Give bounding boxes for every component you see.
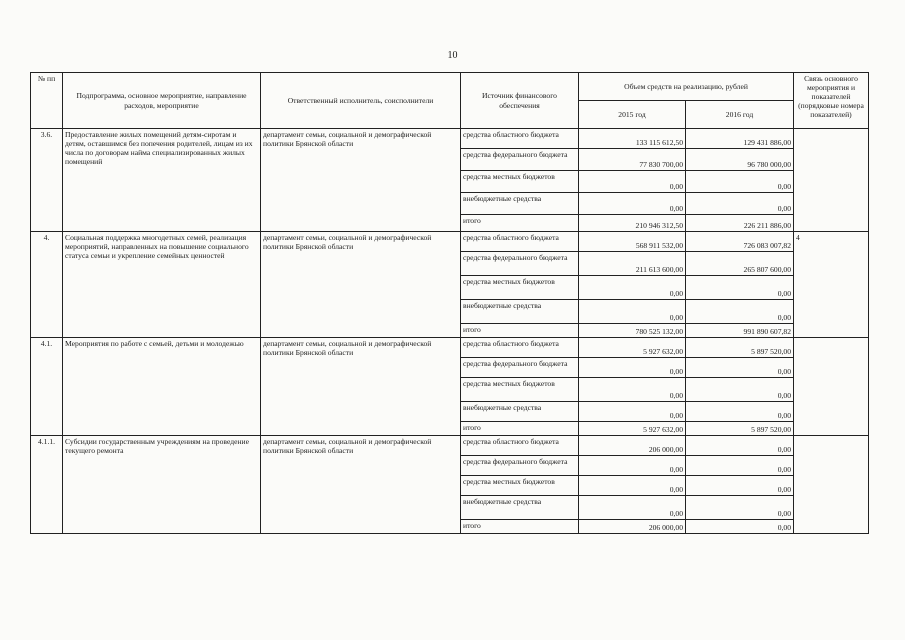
funding-source: средства местных бюджетов [461, 476, 579, 496]
table-row [31, 232, 869, 252]
financing-table [30, 72, 869, 534]
amount-2015: 211 613 600,00 [579, 252, 686, 276]
table-row [31, 129, 869, 149]
page-number: 10 [447, 50, 458, 61]
header-2015: 2015 год [579, 101, 686, 129]
funding-source: внебюджетные средства [461, 402, 579, 422]
amount-2016: 0,00 [686, 402, 794, 422]
amount-2016: 226 211 886,00 [686, 215, 794, 232]
amount-2016: 0,00 [686, 171, 794, 193]
amount-2016: 0,00 [686, 496, 794, 520]
program-name: Субсидии государственным учреждениям на проведение текущего ремонта [63, 436, 261, 534]
amount-2016: 0,00 [686, 358, 794, 378]
program-name: Социальная поддержка многодетных семей, реализация мероприятий, направленных на повышение социального статуса семьи и укрепление семейных ценностей [63, 232, 261, 338]
amount-2015: 77 830 700,00 [579, 149, 686, 171]
row-number: 4. [31, 232, 63, 338]
indicator-link [794, 129, 869, 232]
funding-source: внебюджетные средства [461, 496, 579, 520]
amount-2016: 129 431 886,00 [686, 129, 794, 149]
amount-2015: 0,00 [579, 496, 686, 520]
amount-2016: 0,00 [686, 520, 794, 534]
amount-2016: 96 780 000,00 [686, 149, 794, 171]
header-link: Связь основного мероприятия и показателей (порядковые номера показателей) [794, 73, 869, 129]
funding-source: средства областного бюджета [461, 436, 579, 456]
amount-2016: 0,00 [686, 193, 794, 215]
amount-2015: 0,00 [579, 456, 686, 476]
header-no: № пп [31, 73, 63, 129]
funding-source: внебюджетные средства [461, 300, 579, 324]
header-program: Подпрограмма, основное мероприятие, направление расходов, мероприятие [63, 73, 261, 129]
amount-2015: 5 927 632,00 [579, 422, 686, 436]
amount-2016: 726 083 007,82 [686, 232, 794, 252]
amount-2015: 0,00 [579, 300, 686, 324]
row-number: 4.1. [31, 338, 63, 436]
amount-2015: 210 946 312,50 [579, 215, 686, 232]
table-row [31, 436, 869, 456]
funding-source: средства федерального бюджета [461, 358, 579, 378]
amount-2015: 780 525 132,00 [579, 324, 686, 338]
amount-2016: 0,00 [686, 476, 794, 496]
total-label: итого [461, 520, 579, 534]
header-2016: 2016 год [686, 101, 794, 129]
header-volume: Объем средств на реализацию, рублей [579, 73, 794, 101]
row-number: 3.6. [31, 129, 63, 232]
amount-2016: 0,00 [686, 456, 794, 476]
table-row [31, 338, 869, 358]
amount-2015: 0,00 [579, 171, 686, 193]
funding-source: средства областного бюджета [461, 129, 579, 149]
amount-2015: 0,00 [579, 276, 686, 300]
total-label: итого [461, 215, 579, 232]
amount-2016: 0,00 [686, 378, 794, 402]
executor: департамент семьи, социальной и демографической политики Брянской области [261, 436, 461, 534]
funding-source: средства федерального бюджета [461, 149, 579, 171]
amount-2016: 0,00 [686, 276, 794, 300]
amount-2015: 5 927 632,00 [579, 338, 686, 358]
funding-source: средства местных бюджетов [461, 378, 579, 402]
funding-source: средства местных бюджетов [461, 171, 579, 193]
row-number: 4.1.1. [31, 436, 63, 534]
amount-2015: 0,00 [579, 358, 686, 378]
funding-source: средства федерального бюджета [461, 252, 579, 276]
total-label: итого [461, 422, 579, 436]
amount-2015: 0,00 [579, 193, 686, 215]
program-name: Мероприятия по работе с семьей, детьми и молодежью [63, 338, 261, 436]
indicator-link: 4 [794, 232, 869, 338]
funding-source: средства местных бюджетов [461, 276, 579, 300]
amount-2015: 568 911 532,00 [579, 232, 686, 252]
indicator-link [794, 338, 869, 436]
amount-2016: 265 807 600,00 [686, 252, 794, 276]
executor: департамент семьи, социальной и демографической политики Брянской области [261, 338, 461, 436]
amount-2016: 5 897 520,00 [686, 422, 794, 436]
amount-2015: 206 000,00 [579, 436, 686, 456]
program-name: Предоставление жилых помещений детям-сиротам и детям, оставшимся без попечения родителей, лицам из их числа по договорам найма специализированных жилых помещений [63, 129, 261, 232]
amount-2016: 5 897 520,00 [686, 338, 794, 358]
funding-source: внебюджетные средства [461, 193, 579, 215]
amount-2015: 206 000,00 [579, 520, 686, 534]
header-source: Источник финансового обеспечения [461, 73, 579, 129]
total-label: итого [461, 324, 579, 338]
executor: департамент семьи, социальной и демографической политики Брянской области [261, 129, 461, 232]
amount-2016: 0,00 [686, 300, 794, 324]
amount-2015: 133 115 612,50 [579, 129, 686, 149]
indicator-link [794, 436, 869, 534]
amount-2015: 0,00 [579, 402, 686, 422]
funding-source: средства областного бюджета [461, 338, 579, 358]
amount-2016: 0,00 [686, 436, 794, 456]
funding-source: средства федерального бюджета [461, 456, 579, 476]
executor: департамент семьи, социальной и демографической политики Брянской области [261, 232, 461, 338]
amount-2016: 991 890 607,82 [686, 324, 794, 338]
amount-2015: 0,00 [579, 476, 686, 496]
amount-2015: 0,00 [579, 378, 686, 402]
header-executor: Ответственный исполнитель, соисполнители [261, 73, 461, 129]
funding-source: средства областного бюджета [461, 232, 579, 252]
